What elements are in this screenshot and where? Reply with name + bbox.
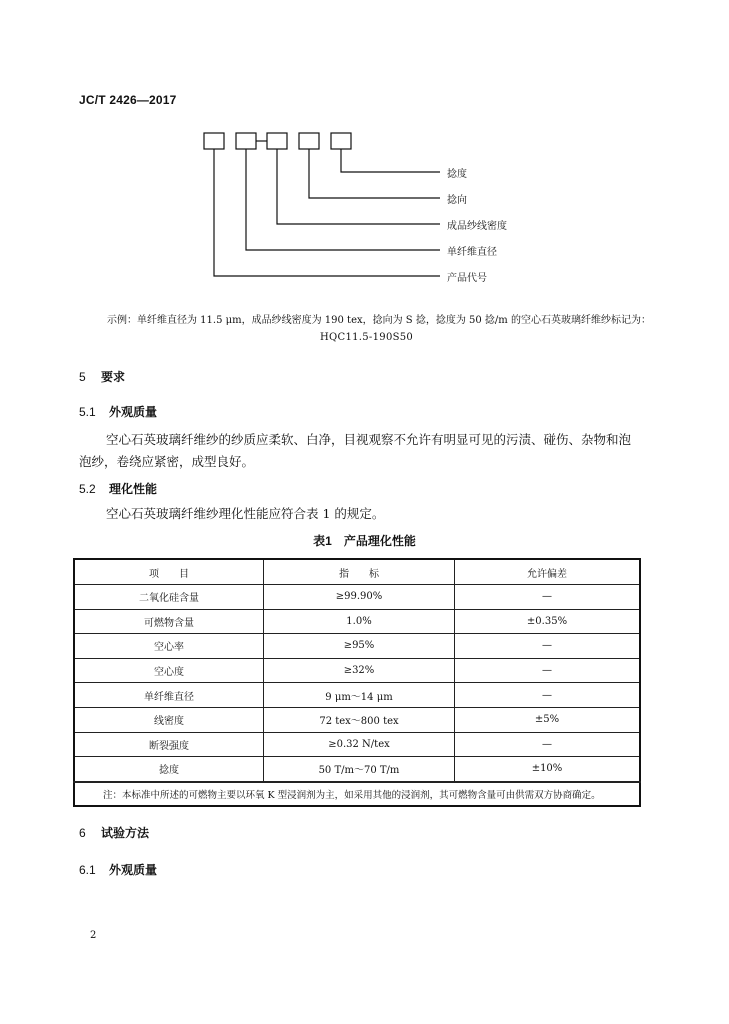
cell-index: ≥0.32 N/tex — [264, 732, 455, 757]
section-5-heading — [79, 368, 125, 385]
cell-tolerance: — — [455, 732, 641, 757]
example-code: HQC11.5-190S50 — [320, 332, 414, 343]
table-title: 表1 产品理化性能 — [313, 534, 416, 548]
section-6-heading — [79, 824, 149, 841]
section-5-2-paragraph: 空心石英玻璃纤维纱理化性能应符合表 1 的规定。 — [106, 506, 385, 521]
table-row — [74, 707, 640, 732]
cell-tolerance: ±5% — [455, 707, 641, 732]
cell-index: ≥99.90% — [264, 585, 455, 610]
section-number: 6 — [79, 826, 86, 840]
section-6-1-heading — [79, 861, 157, 878]
cell-tolerance: — — [455, 634, 641, 659]
section-5-2-heading — [79, 480, 157, 497]
table-header-row — [74, 559, 640, 585]
leader-line-2 — [309, 149, 440, 198]
section-number: 5 — [79, 370, 86, 384]
cell-item: 断裂强度 — [74, 732, 264, 757]
cell-index: 1.0% — [264, 609, 455, 634]
section-title: 外观质量 — [109, 405, 158, 419]
table-row — [74, 757, 640, 782]
table-note: 注：本标准中所述的可燃物主要以环氧 K 型浸润剂为主，如采用其他的浸润剂，其可燃物含量可由供需双方协商确定。 — [74, 782, 640, 806]
table-row — [74, 683, 640, 708]
cell-index: ≥95% — [264, 634, 455, 659]
section-title: 要求 — [101, 370, 126, 384]
header-tolerance: 允许偏差 — [455, 559, 641, 585]
diagram-label-linear-density: 成品纱线密度 — [447, 221, 507, 232]
cell-index: 50 T/m～70 T/m — [264, 757, 455, 782]
cell-index: 72 tex～800 tex — [264, 707, 455, 732]
cell-tolerance: — — [455, 658, 641, 683]
table-row — [74, 634, 640, 659]
code-box-3 — [267, 133, 287, 149]
diagram-label-product-code: 产品代号 — [447, 273, 487, 284]
cell-item: 空心度 — [74, 658, 264, 683]
table-row — [74, 609, 640, 634]
cell-item: 捻度 — [74, 757, 264, 782]
cell-tolerance: — — [455, 585, 641, 610]
table-row — [74, 658, 640, 683]
diagram-label-twist: 捻度 — [447, 169, 467, 180]
diagram-label-twist-direction: 捻向 — [447, 195, 467, 206]
page-number: 2 — [90, 930, 97, 941]
leader-line-4 — [246, 149, 440, 250]
leader-line-3 — [277, 149, 440, 224]
cell-item: 空心率 — [74, 634, 264, 659]
section-title: 理化性能 — [109, 482, 158, 496]
cell-tolerance: ±10% — [455, 757, 641, 782]
section-number: 6.1 — [79, 863, 96, 877]
section-5-1-paragraph: 空心石英玻璃纤维纱的纱质应柔软、白净，目视观察不允许有明显可见的污渍、碰伤、杂物和泡泡纱，卷绕应紧密，成型良好。 — [79, 432, 632, 469]
cell-tolerance: — — [455, 683, 641, 708]
cell-item: 单纤维直径 — [74, 683, 264, 708]
product-code-diagram — [0, 0, 729, 300]
cell-tolerance: ±0.35% — [455, 609, 641, 634]
cell-item: 线密度 — [74, 707, 264, 732]
code-box-5 — [331, 133, 351, 149]
example-text: 示例：单纤维直径为 11.5 μm，成品纱线密度为 190 tex，捻向为 S 捻，捻度为 50 捻/m 的空心石英玻璃纤维纱标记为： — [107, 315, 651, 326]
diagram-label-fiber-diameter: 单纤维直径 — [447, 247, 497, 258]
cell-index: 9 μm～14 μm — [264, 683, 455, 708]
leader-line-1 — [341, 149, 440, 172]
table-note-row — [74, 782, 640, 806]
leader-line-5 — [214, 149, 440, 276]
section-number: 5.1 — [79, 405, 96, 419]
table-row — [74, 585, 640, 610]
code-box-4 — [299, 133, 319, 149]
table-row — [74, 732, 640, 757]
header-item: 项 目 — [74, 559, 264, 585]
section-number: 5.2 — [79, 482, 96, 496]
standard-code: JC/T 2426—2017 — [79, 93, 177, 107]
section-5-1-heading — [79, 403, 157, 420]
cell-item: 可燃物含量 — [74, 609, 264, 634]
cell-index: ≥32% — [264, 658, 455, 683]
cell-item: 二氧化硅含量 — [74, 585, 264, 610]
section-title: 试验方法 — [101, 826, 150, 840]
code-box-1 — [204, 133, 224, 149]
code-box-2 — [236, 133, 256, 149]
section-title: 外观质量 — [109, 863, 158, 877]
properties-table — [73, 558, 641, 807]
header-index: 指 标 — [264, 559, 455, 585]
